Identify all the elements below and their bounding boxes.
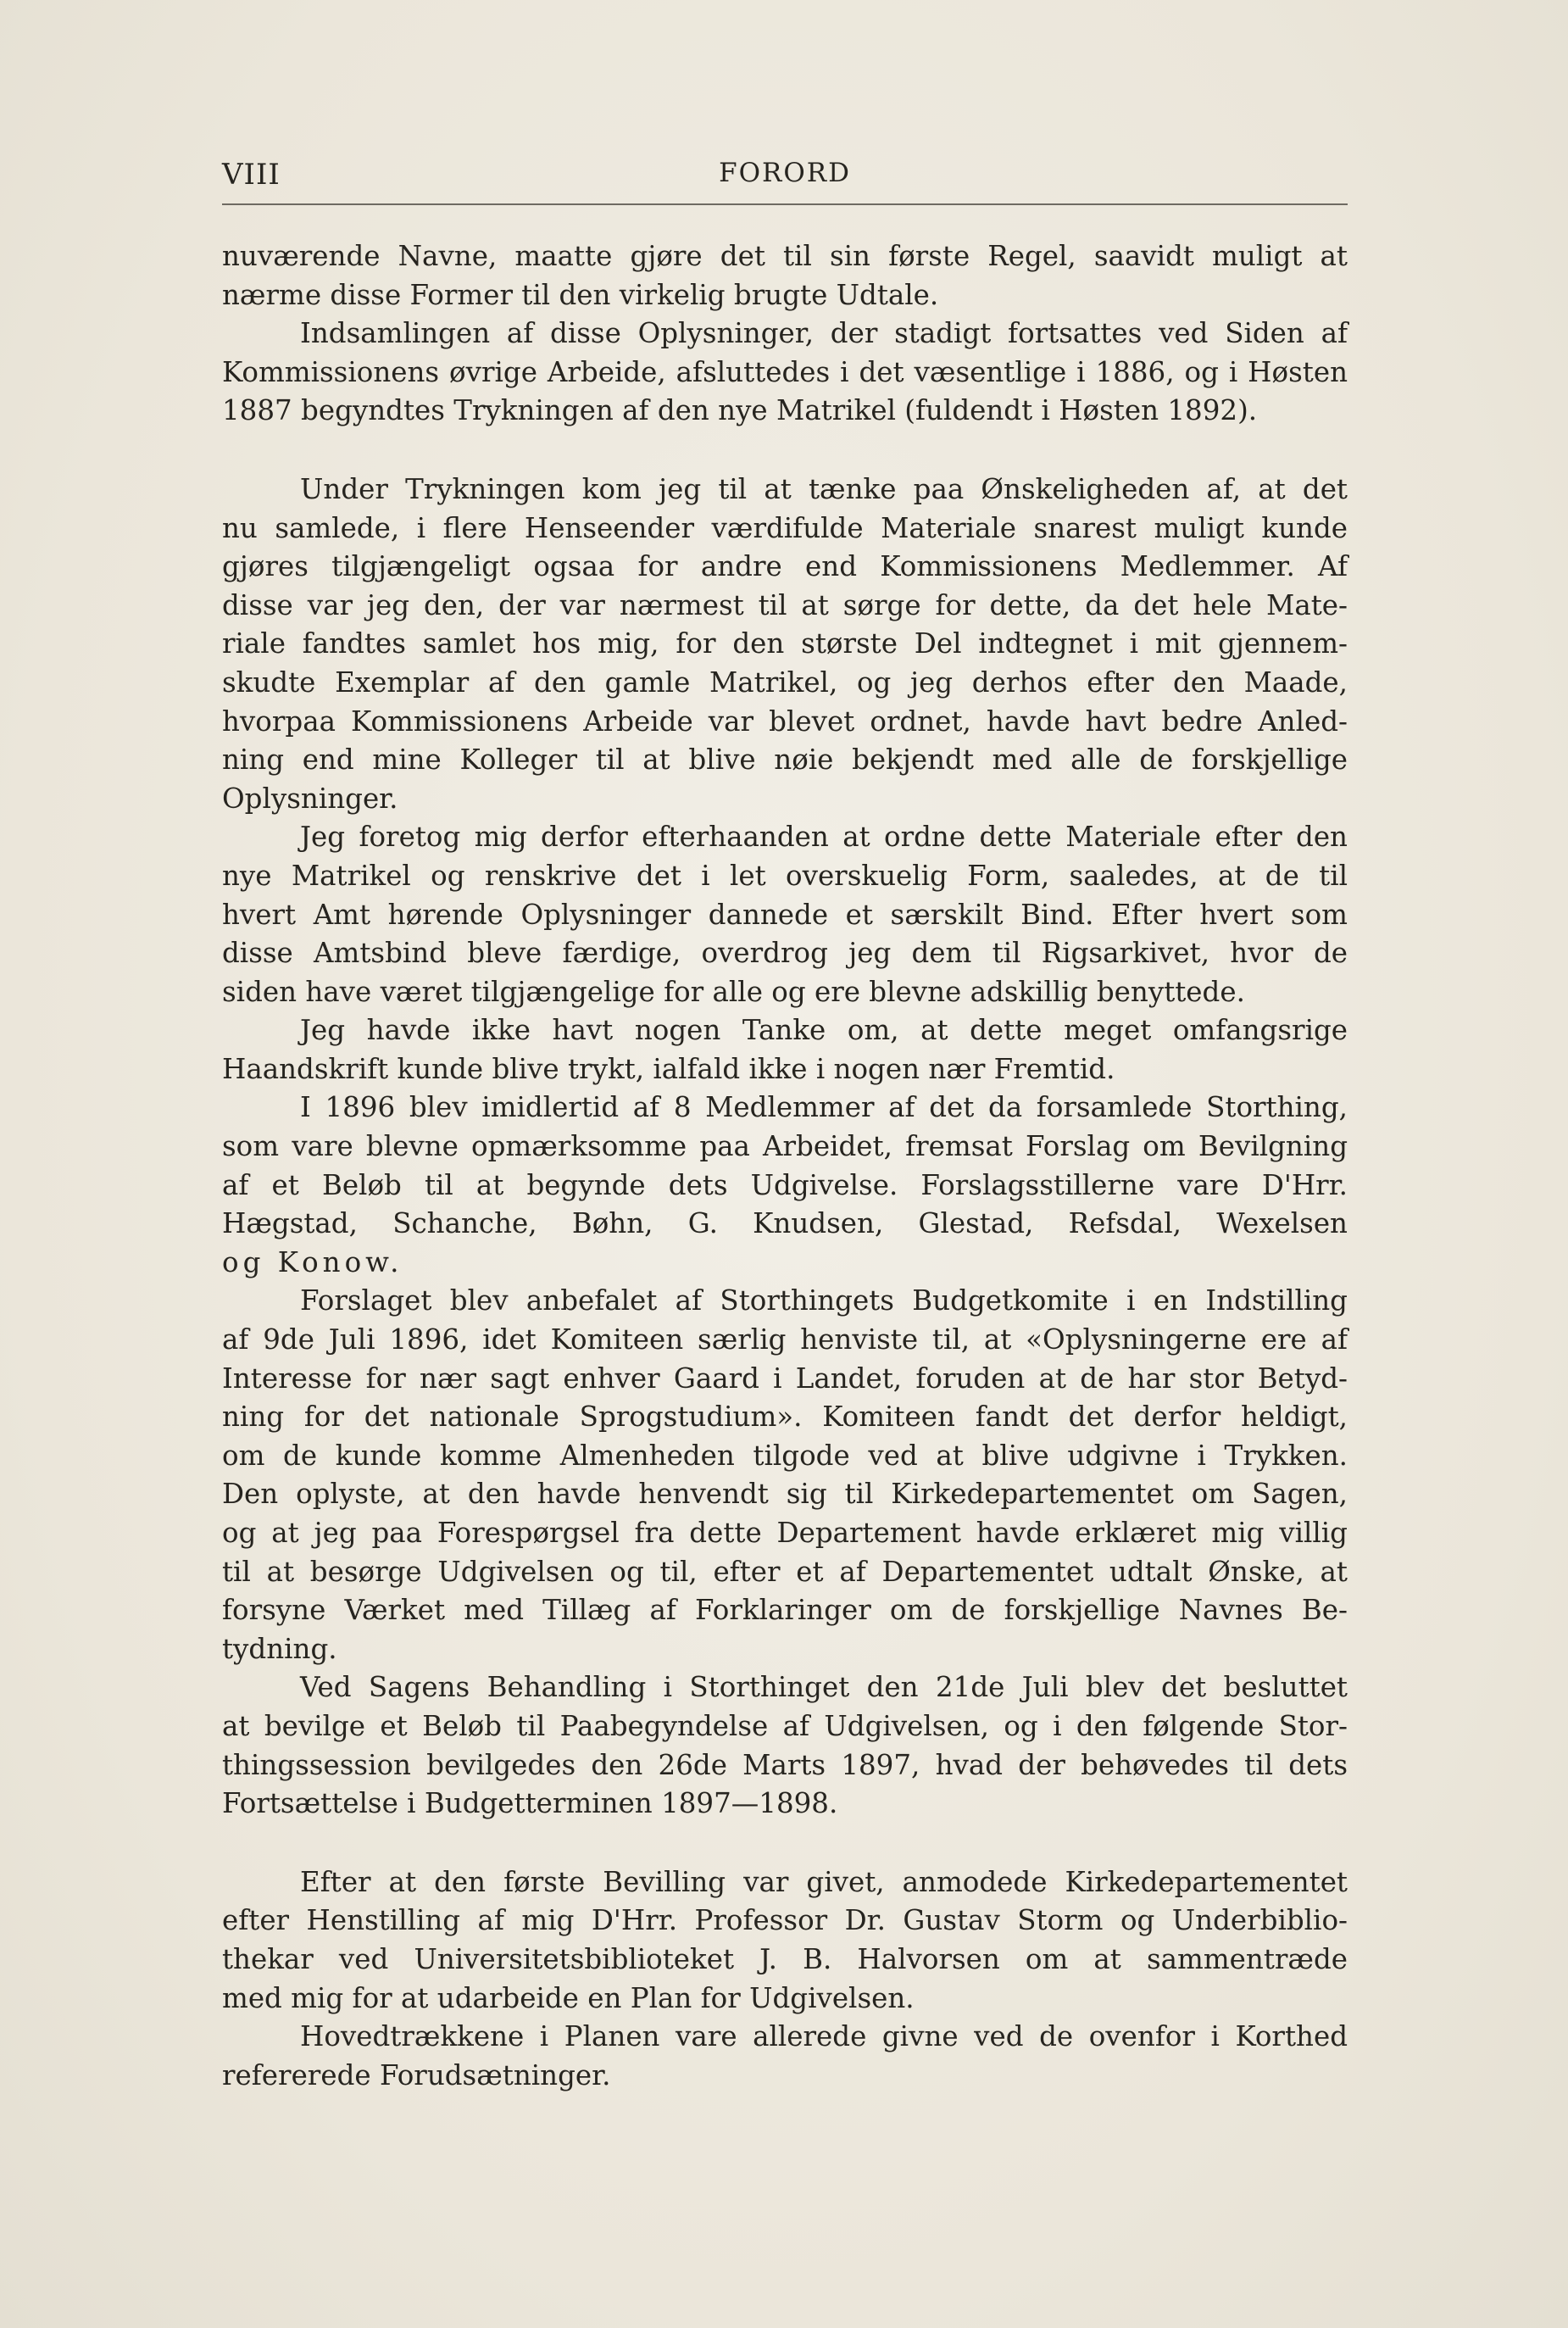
text-line: Den oplyste, at den havde henvendt sig til Kirkedepartementet om Sagen, [222,1478,1348,1511]
header-rule [222,203,1348,205]
page-number: VIII [222,158,281,192]
paragraph [222,1282,1348,1668]
text-line: Efter at den første Bevilling var givet, anmodede Kirkedepartementet [300,1865,1348,1898]
paragraph [222,1668,1348,1823]
text-line: thingssession bevilgedes den 26de Marts 1897, hvad der behøvedes til dets [222,1748,1348,1781]
text-line: skudte Exemplar af den gamle Matrikel, og jeg derhos efter den Maade, [222,666,1348,699]
text-line: nu samlede, i flere Henseender værdifulde Materiale snarest muligt kunde [222,511,1348,544]
text-line: Oplysninger. [222,782,398,815]
paragraph [222,1863,1348,2018]
paragraph [222,471,1348,818]
text-line: I 1896 blev imidlertid af 8 Medlemmer af det da forsamlede Storthing, [300,1091,1348,1124]
page-header [222,158,1348,200]
text-line: Jeg havde ikke havt nogen Tanke om, at dette meget omfangsrige [300,1014,1348,1047]
text-line: disse Amtsbind bleve færdige, overdrog jeg dem til Rigsarkivet, hvor de [222,937,1348,970]
text-line: om de kunde komme Almenheden tilgode ved at blive udgivne i Trykken. [222,1439,1348,1472]
text-line: gjøres tilgjængeligt ogsaa for andre end Kommissionens Medlemmer. Af [222,550,1348,583]
text-line: Kommissionens øvrige Arbeide, afsluttedes i det væsentlige i 1886, og i Høsten [222,355,1348,388]
body-text [222,237,1348,2095]
section-gap [222,1824,1348,1863]
text-line: Under Trykningen kom jeg til at tænke paa Ønskeligheden af, at det [300,472,1348,505]
text-line: og at jeg paa Forespørgsel fra dette Departement havde erklæret mig villig [222,1517,1348,1549]
text-line: tydning. [222,1632,337,1665]
text-line: Hovedtrækkene i Planen vare allerede givne ved de ovenfor i Korthed [300,2020,1348,2053]
paragraph [222,2018,1348,2095]
text-line: efter Henstilling af mig D'Hrr. Professor Dr. Gustav Storm og Underbiblio- [222,1904,1348,1937]
text-line: forsyne Værket med Tillæg af Forklaringer om de forskjellige Navnes Be- [222,1594,1348,1627]
text-line: med mig for at udarbeide en Plan for Udgivelsen. [222,1981,915,2014]
paragraph [222,818,1348,1011]
paragraph [222,315,1348,431]
text-line: refererede Forudsætninger. [222,2058,611,2091]
text-line: Forslaget blev anbefalet af Storthingets Budgetkomite i en Indstilling [300,1284,1348,1317]
text-line: ning end mine Kolleger til at blive nøie bekjendt med alle de forskjellige [222,744,1348,777]
paragraph [222,237,1348,315]
text-line: af et Beløb til at begynde dets Udgivelse. Forslagsstillerne vare D'Hrr. [222,1168,1348,1201]
text-line: disse var jeg den, der var nærmest til at sørge for dette, da det hele Mate- [222,588,1348,621]
text-line: thekar ved Universitetsbiblioteket J. B. Halvorsen om at sammentræde [222,1942,1348,1975]
text-line: Ved Sagens Behandling i Storthinget den 21de Juli blev det besluttet [300,1671,1348,1704]
text-line: Indsamlingen af disse Oplysninger, der stadigt fortsattes ved Siden af [300,317,1348,350]
text-line: Fortsættelse i Budgetterminen 1897—1898. [222,1787,838,1820]
text-line: Haandskrift kunde blive trykt, ialfald ikke i nogen nær Fremtid. [222,1052,1115,1085]
text-line: Interesse for nær sagt enhver Gaard i Landet, foruden at de har stor Betyd- [222,1362,1348,1395]
text-line: Jeg foretog mig derfor efterhaanden at ordne dette Materiale efter den [300,821,1348,854]
text-line: at bevilge et Beløb til Paabegyndelse af Udgivelsen, og i den følgende Stor- [222,1709,1348,1742]
text-line: hvorpaa Kommissionens Arbeide var blevet ordnet, havde havt bedre Anled- [222,705,1348,738]
text-line: riale fandtes samlet hos mig, for den største Del indtegnet i mit gjennem- [222,627,1348,660]
text-line: 1887 begyndtes Trykningen af den nye Matrikel (fuldendt i Høsten 1892). [222,394,1258,427]
paragraph [222,1089,1348,1282]
text-line: og Konow. [222,1245,403,1278]
text-line: nye Matrikel og renskrive det i let overskuelig Form, saaledes, at de til [222,859,1348,892]
text-line: nuværende Navne, maatte gjøre det til sin første Regel, saavidt muligt at [222,240,1348,272]
text-line: hvert Amt hørende Oplysninger dannede et særskilt Bind. Efter hvert som [222,898,1348,931]
paragraph [222,1011,1348,1089]
text-line: ning for det nationale Sprogstudium». Komiteen fandt det derfor heldigt, [222,1401,1348,1434]
section-gap [222,431,1348,471]
text-line: siden have været tilgjængelige for alle og ere blevne adskillig benyttede. [222,975,1245,1008]
text-line: Hægstad, Schanche, Bøhn, G. Knudsen, Glestad, Refsdal, Wexelsen [222,1207,1348,1240]
text-line: som vare blevne opmærksomme paa Arbeidet, fremsat Forslag om Bevilgning [222,1130,1348,1163]
text-line: til at besørge Udgivelsen og til, efter et af Departementet udtalt Ønske, at [222,1555,1348,1588]
text-line: nærme disse Former til den virkelig brugte Udtale. [222,278,939,311]
running-title: FORORD [719,158,851,188]
text-line: af 9de Juli 1896, idet Komiteen særlig henviste til, at «Oplysningerne ere af [222,1323,1348,1356]
